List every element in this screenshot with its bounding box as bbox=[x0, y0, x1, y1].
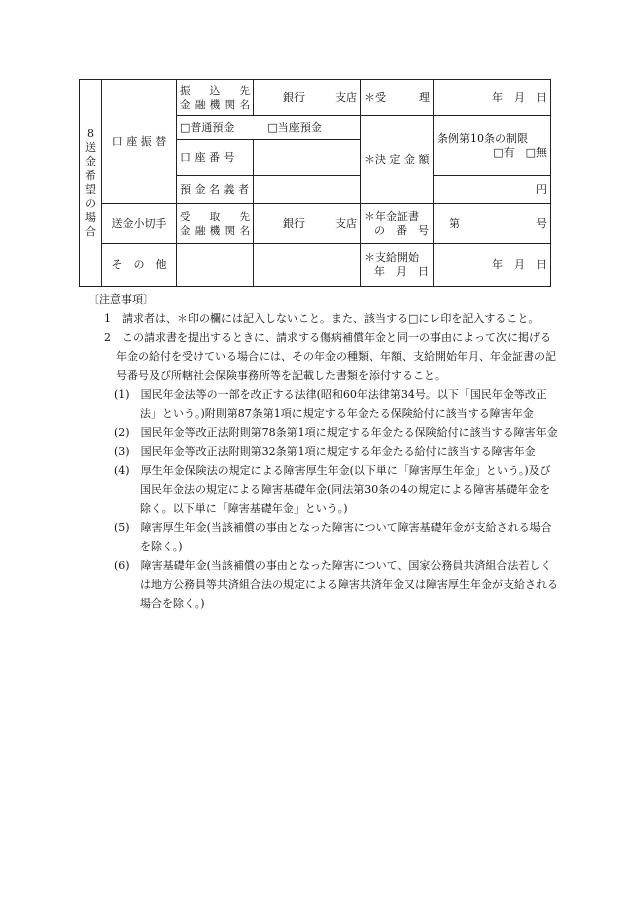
bank-name-field[interactable]: 銀行 支店 bbox=[254, 80, 361, 116]
account-no-field[interactable] bbox=[254, 140, 361, 176]
yen-unit: 円 bbox=[434, 176, 551, 204]
note-sub-4: (4) 厚生年金保険法の規定による障害厚生年金(以下単に「障害厚生年金」という。)及び国民年金法の規定による障害基礎年金(同法第30条の4の規定による障害基礎年金を除く。以下単に「障害基礎年金」という。) bbox=[114, 464, 551, 515]
holder-label: 預 金 名 義 者 bbox=[177, 176, 254, 204]
nenkin-no: 第 号 bbox=[434, 204, 551, 244]
note-sub-1: (1) 国民年金法等の一部を改正する法律(昭和60年法律第34号。以下「国民年金等改正法」という。)附則第87条第1項に規定する年金たる保険給付に該当する障害年金 bbox=[114, 388, 547, 420]
jorei-cell: 条例第10条の制限 □有 □無 bbox=[434, 116, 551, 176]
nenkin-label: ＊年金証書 の 番 号 bbox=[361, 204, 434, 244]
account-type[interactable]: □普通預金 □当座預金 bbox=[177, 116, 361, 140]
other-field-1[interactable] bbox=[177, 244, 254, 287]
check-label: 送金小切手 bbox=[102, 204, 177, 244]
other-field-2[interactable] bbox=[254, 244, 361, 287]
recv-label: 受 取 先 金融機関名 bbox=[177, 204, 254, 244]
section-title: 8 送 金 希 望 の 場 合 bbox=[80, 80, 102, 287]
shikyu-date: 年 月 日 bbox=[434, 244, 551, 287]
note-item-2: 2 この請求書を提出するときに、請求する傷病補償年金と同一の事由によって次に掲げる年金の給付を受けている場合には、その年金の種類、年額、支給開始年月、年金証書の記号番号及び所轄社会保険事務所等を記載した書類を添付すること。 bbox=[104, 331, 556, 382]
kettei-label: ＊決 定 金 額 bbox=[361, 116, 434, 204]
bank-label: 振 込 先 金融機関名 bbox=[177, 80, 254, 116]
recv-bank-field[interactable]: 銀行 支店 bbox=[254, 204, 361, 244]
remittance-table bbox=[79, 79, 551, 287]
juri-date: 年 月 日 bbox=[434, 80, 551, 116]
other-label: そ の 他 bbox=[102, 244, 177, 287]
shikyu-label: ＊支給開始 年 月 日 bbox=[361, 244, 434, 287]
transfer-label: 口 座 振 替 bbox=[102, 80, 177, 204]
account-no-label: 口 座 番 号 bbox=[177, 140, 254, 176]
note-item-1: 1 請求者は、＊印の欄には記入しないこと。また、該当する□にレ印を記入すること。 bbox=[104, 312, 540, 325]
note-sub-2: (2) 国民年金等改正法附則第78条第1項に規定する年金たる保険給付に該当する障害年金 bbox=[114, 426, 558, 439]
note-sub-3: (3) 国民年金等改正法附則第32条第1項に規定する年金たる給付に該当する障害年金 bbox=[114, 445, 536, 458]
notes-section bbox=[88, 290, 558, 613]
note-sub-5: (5) 障害厚生年金(当該補償の事由となった障害について障害基礎年金が支給される場合を除く。) bbox=[114, 521, 552, 553]
juri-label: ＊受 理 bbox=[361, 80, 434, 116]
holder-field[interactable] bbox=[254, 176, 361, 204]
notes-heading: 〔注意事項〕 bbox=[88, 293, 154, 306]
note-sub-6: (6) 障害基礎年金(当該補償の事由となった障害について、国家公務員共済組合法若しくは地方公務員等共済組合法の規定による障害共済年金又は障害厚生年金が支給される場合を除く。) bbox=[114, 559, 558, 610]
